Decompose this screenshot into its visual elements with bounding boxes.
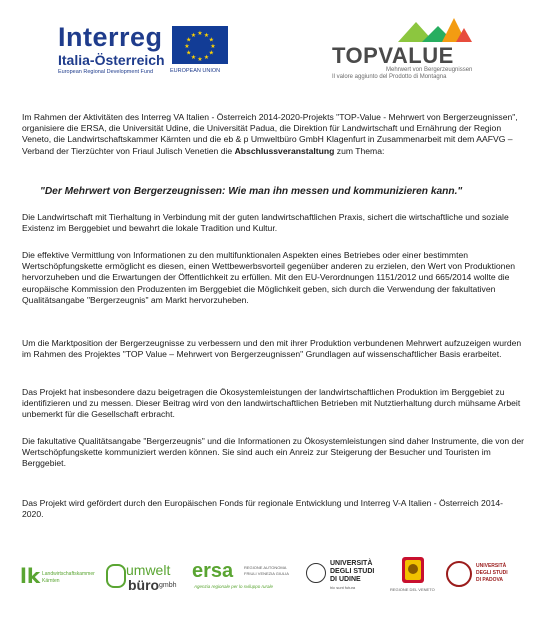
intro-paragraph [22,112,524,157]
paragraph-1: Die Landwirtschaft mit Tierhaltung in Verbindung mit der guten landwirtschaftlichen Praxis, sichert die wirtschaftliche und soziale Existenz im Berggebiet und bewahrt die lokale Tradition und Kultur. [22,212,509,234]
svg-text:★: ★ [186,49,192,57]
intro-text: Im Rahmen der Aktivitäten des Interreg VA Italien - Österreich 2014-2020-Projekts "TOP-Value - Mehrwert von Bergerzeugnissen", organisiere die ERSA, die Universität Udine, die Universität Padua, die Direktion für Landwirtschaft und Ernährung der Region Veneto, die Landwirtschaftskammer Kärnten und die eb & p Umweltbüro GmbH Klagenfurt in Zusammenarbeit mit dem AAFVG – Verband der Tierzüchter von Friaul Julisch Venetien die [22,112,518,156]
svg-text:★: ★ [184,43,190,50]
svg-text:★: ★ [203,54,210,62]
svg-text:★: ★ [208,36,214,44]
udine-line3: DI UDINE [330,576,361,583]
padova-line3: DI PADOVA [476,577,504,583]
paragraph-5: Die fakultative Qualitätsangabe "Bergerzeugnis" und die Informationen zu Ökosystemleistungen sind daher Instrumente, die von der Wertschöpfungskette kommuniziert werden können. Sie sind auch ein Anreiz zur Steigerung der Besucher und Touristen im Berggebiet. [22,436,524,469]
padova-seal-icon [446,561,472,587]
svg-text:★: ★ [190,54,197,62]
lk-name: Landwirtschaftskammer [42,571,95,577]
paragraph-4: Das Projekt hat insbesondere dazu beigetragen die Ökosystemleistungen der landwirtschaftlichen Produktion im Berggebiet zu identifizieren und zu messen. Dieser Beitrag wird von den landwirtschaftlichen Betrieben mit Nutztierhaltung durch mühsame Arbeit unbemerkt für die Gesellschaft erbracht. [22,387,521,420]
svg-text:★: ★ [208,49,214,57]
paragraph-6: Das Projekt wird gefördert durch den Europäischen Fonds für regionale Entwicklung und Interreg V-A Italien - Österreich 2014-2020. [22,498,504,520]
veneto-lion-icon [402,557,424,588]
umwelt-top: umwelt [126,562,171,578]
ersa-small2: FRIULI VENEZIA GIULIA [244,571,289,576]
padova-line1: UNIVERSITÀ [476,563,507,569]
udine-seal-icon [306,563,326,583]
umwelt-suffix: gmbh [159,582,177,589]
eu-flag-icon [172,26,228,64]
regione-veneto-logo [390,557,438,597]
paragraph-2: Die effektive Vermittlung von Informationen zu den multifunktionalen Aspekten eines Betriebes oder einer bestimmten Wertschöpfungskette ermöglicht es diesen, einen Wettbewerbsvorteil gegenüber anderen zu erzielen, den Wert von Produktionen hervorzuheben und die Erwartungen der Öffentlichkeit zu erfüllen. Mit den EU-Verordnungen 1151/2012 und 665/2014 wollte die europäische Kommission den Produzenten im Berggebiet die Möglichkeit geben, sich durch die Verwendung der fakultativen Qualitätsangabe "Bergerzeugnis" am Markt hervorzuheben. [22,250,515,305]
topvalue-title: TOPVALUE [332,43,454,68]
padova-university-logo [446,557,536,597]
svg-text:★: ★ [210,43,216,50]
padova-line2: DEGLI STUDI [476,570,508,576]
umweltbuero-logo [106,560,181,594]
lk-region: Kärnten [42,578,60,584]
udine-line1: UNIVERSITÀ [330,560,373,567]
ersa-name: ersa [192,560,234,582]
interreg-title: Interreg [58,22,163,52]
interreg-logo [58,22,228,75]
veneto-label: REGIONE DEL VENETO [390,587,435,592]
svg-text:★: ★ [197,56,203,63]
udine-university-logo [306,560,386,594]
paragraph-3: Um die Marktposition der Bergerzeugnisse zu verbessern und den mit ihrer Produktion verbundenen Mehrwert aufzuzeigen wurden im Rahmen des Projektes "TOP Value – Mehrwert von Bergerzeugnissen" Grundlagen auf wissenschaftlicher Basis erarbeitet. [22,338,522,360]
ersa-tagline: Agenzia regionale per lo sviluppo rurale [194,584,274,589]
lk-mark: lk [20,564,41,588]
svg-text:★: ★ [197,30,203,37]
umwelt-bottom: büro [128,577,160,593]
interreg-fund: European Regional Development Fund [58,69,154,75]
topvalue-line1: Mehrwert von Bergerzeugnissen [386,67,473,73]
topvalue-logo [332,30,497,82]
lk-kaernten-logo [20,562,105,592]
svg-text:★: ★ [203,31,210,39]
event-title-quote: "Der Mehrwert von Bergerzeugnissen: Wie man ihn messen und kommunizieren kann." [40,186,463,197]
umwelt-leaf-icon [106,564,126,588]
topvalue-line2: Il valore aggiunto del Prodotto di Montagna [332,74,447,80]
udine-line2: DEGLI STUDI [330,568,375,575]
interreg-subtitle: Italia-Österreich [58,52,165,68]
ersa-logo [192,560,300,594]
udine-motto: hic sunt futura [330,585,356,590]
ersa-small1: REGIONE AUTONOMA [244,565,287,570]
svg-text:★: ★ [186,36,192,44]
svg-text:★: ★ [190,31,197,39]
eu-label: EUROPEAN UNION [170,68,221,74]
intro-end: zum Thema: [334,145,385,156]
intro-bold: Abschlussveranstaltung [234,145,335,156]
